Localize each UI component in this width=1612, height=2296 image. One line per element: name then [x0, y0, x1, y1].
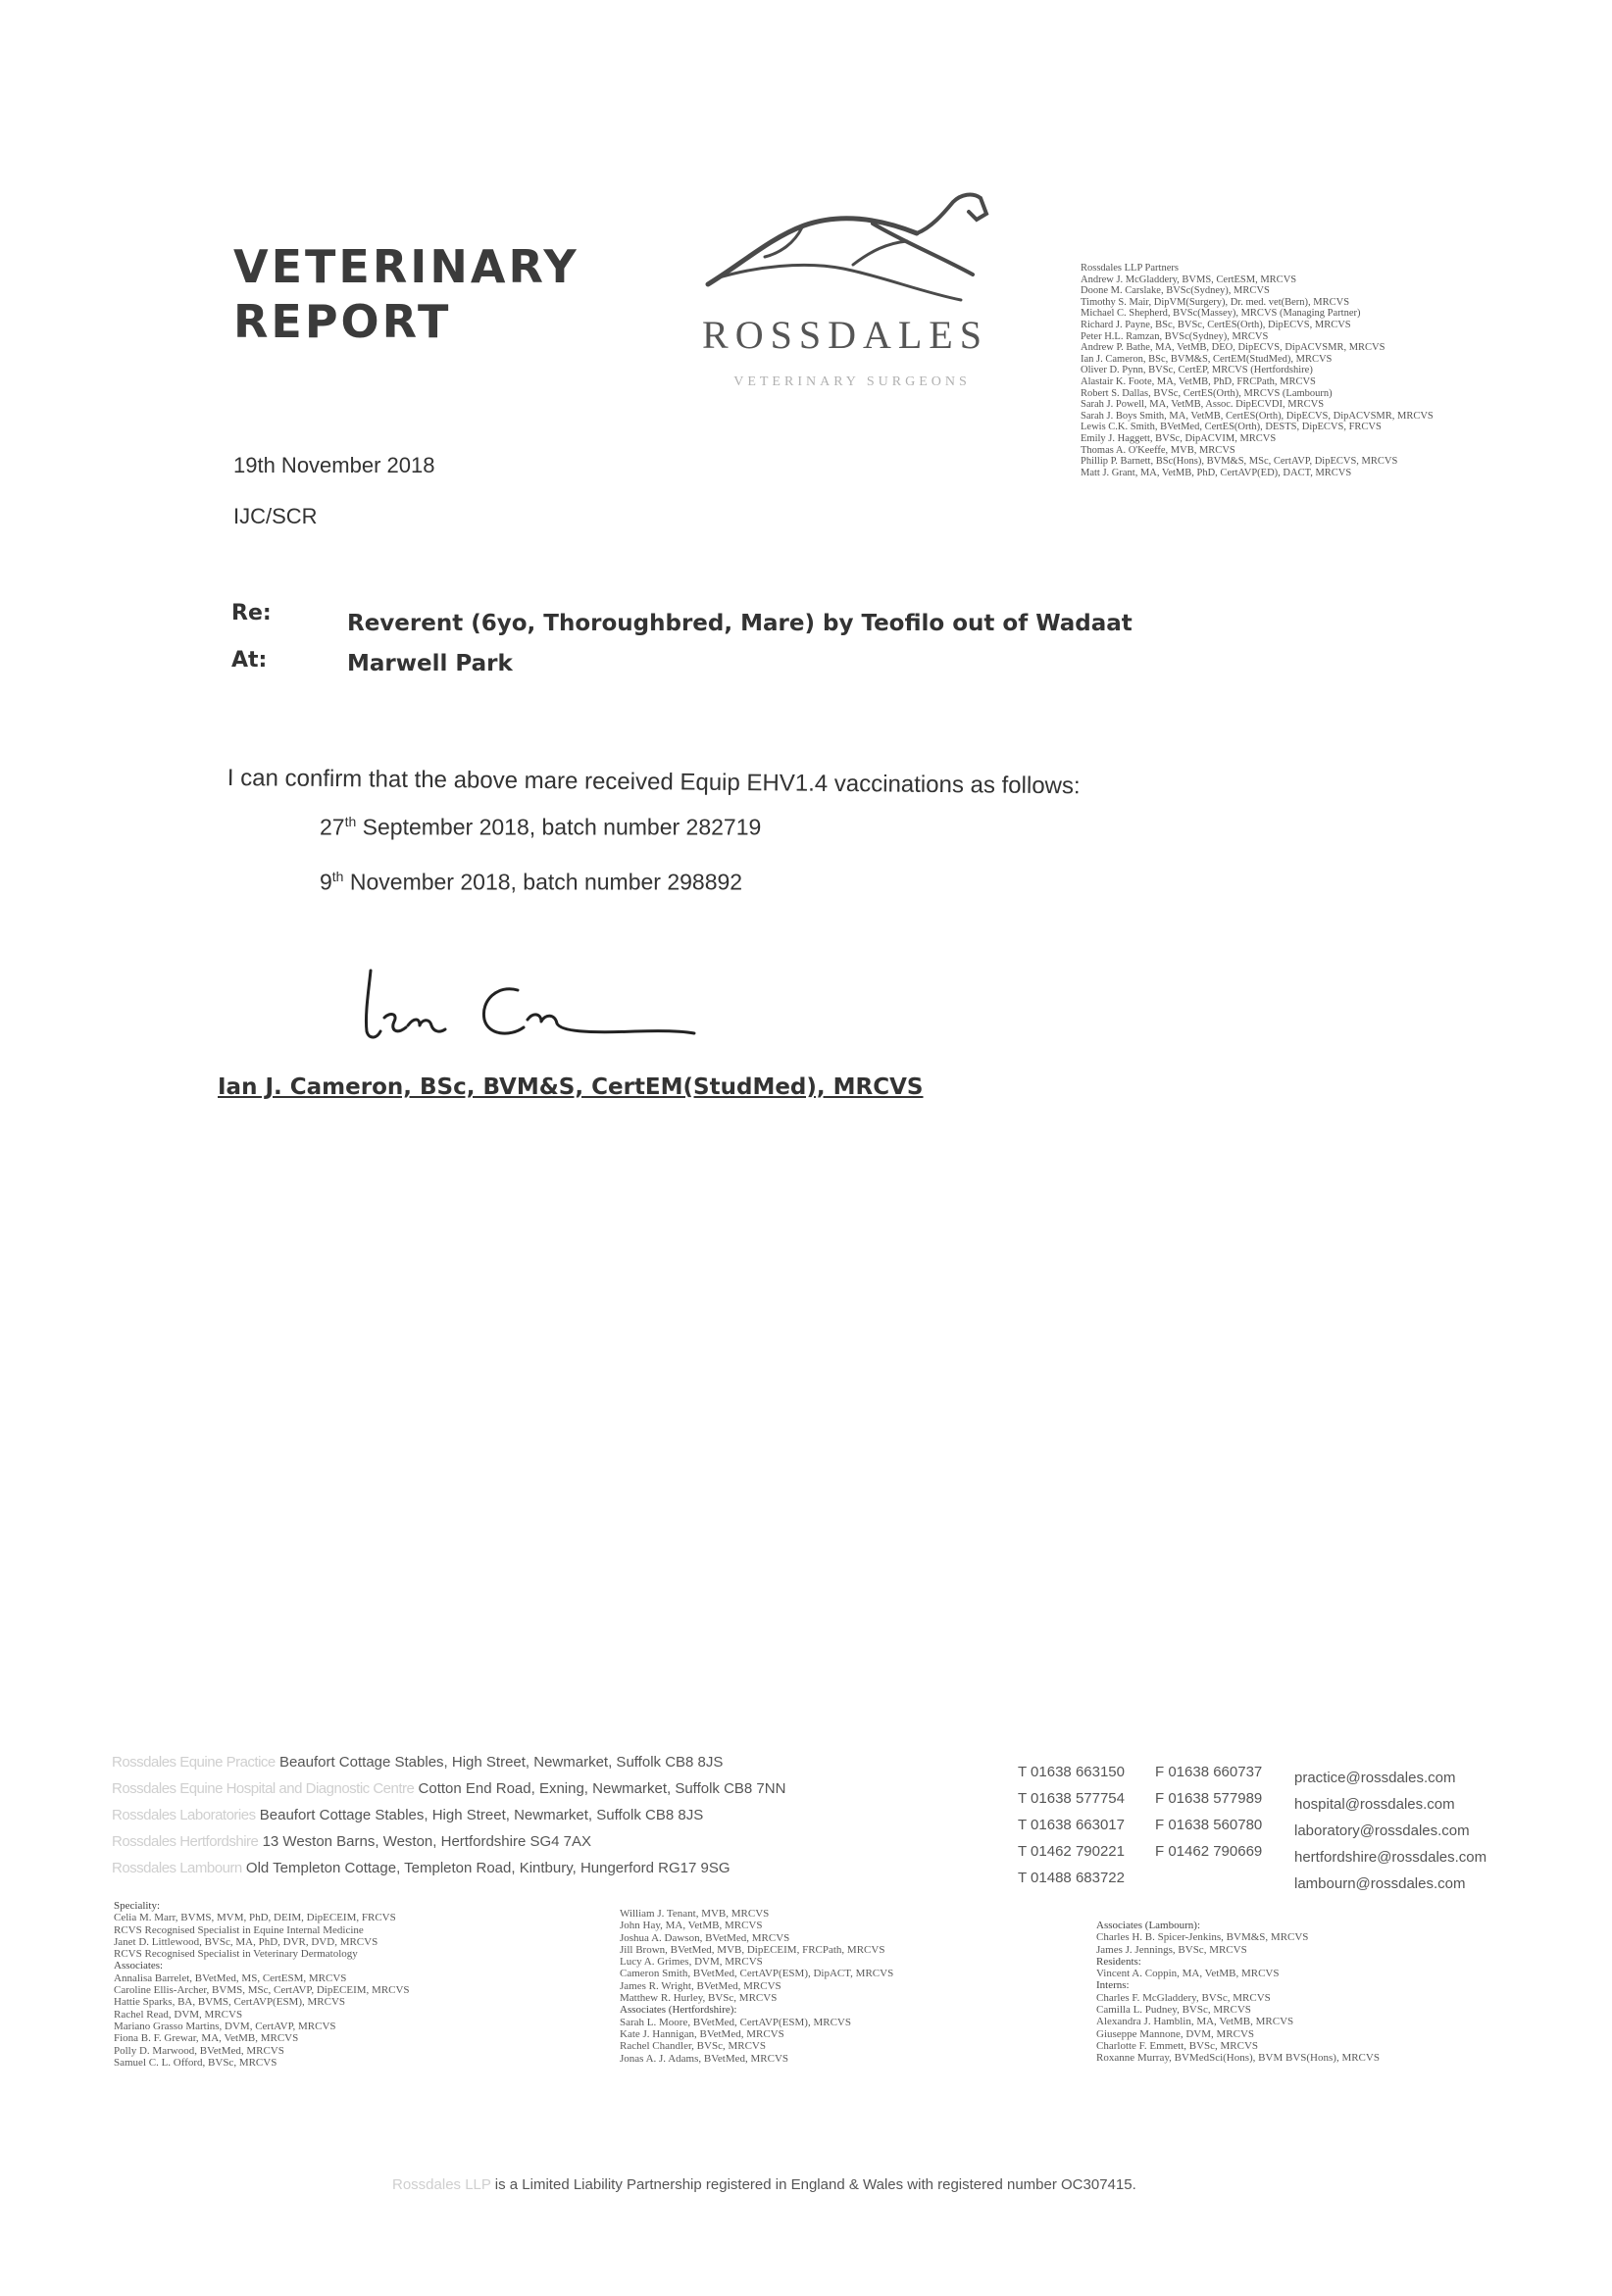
address-site: Rossdales Laboratories [112, 1807, 256, 1823]
footer-company: Rossdales LLP [392, 2176, 491, 2193]
vaccination-line [320, 869, 742, 896]
body-intro: I can confirm that the above mare received Equip EHV1.4 vaccinations as follows: [227, 765, 1081, 800]
re-subject: Reverent (6yo, Thoroughbred, Mare) by Teofilo out of Wadaat [347, 611, 1133, 636]
partner-entry: Alastair K. Foote, MA, VetMB, PhD, FRCPath, MRCVS [1081, 375, 1316, 387]
phone-number: T 01638 663017 [1018, 1817, 1125, 1833]
horse-logo-icon [686, 184, 1000, 395]
phone-number: T 01638 663150 [1018, 1764, 1125, 1780]
phone-numbers [1018, 1759, 1125, 1891]
partner-entry: Richard J. Payne, BSc, BVSc, CertES(Orth), DipECVS, MRCVS [1081, 319, 1351, 330]
staff-heading: Associates (Hertfordshire): [620, 2004, 737, 2017]
staff-entry: Polly D. Marwood, BVetMed, MRCVS [114, 2044, 284, 2057]
logo-wordmark: ROSSDALES [702, 313, 988, 357]
address-text: Beaufort Cottage Stables, High Street, Newmarket, Suffolk CB8 8JS [259, 1807, 704, 1823]
footer-text: is a Limited Liability Partnership registered in England & Wales with registered number OC307415. [494, 2176, 1136, 2193]
title-line-1: VETERINARY [233, 240, 579, 293]
staff-heading: Speciality: [114, 1900, 161, 1912]
address-text: Cotton End Road, Exning, Newmarket, Suffolk CB8 7NN [418, 1780, 786, 1797]
letter-date: 19th November 2018 [233, 453, 435, 477]
address-line [112, 1828, 785, 1855]
at-location: Marwell Park [347, 651, 513, 676]
address-site: Rossdales Lambourn [112, 1860, 242, 1876]
staff-heading: Residents: [1096, 1955, 1141, 1968]
staff-entry: Samuel C. L. Offord, BVSc, MRCVS [114, 2056, 277, 2069]
address-site: Rossdales Hertfordshire [112, 1833, 259, 1850]
staff-column-specialists [114, 1900, 410, 2069]
vaccination-detail: November 2018, batch number 298892 [343, 869, 743, 895]
staff-column-associates [620, 1908, 893, 2065]
partner-entry: Phillip P. Barnett, BSc(Hons), BVM&S, MSc, CertAVP, DipECVS, MRCVS [1081, 456, 1398, 468]
staff-entry: James R. Wright, BVetMed, MRCVS [620, 1979, 781, 1992]
re-label: Re: [231, 601, 272, 625]
footer-legal-note [392, 2176, 1136, 2193]
at-label: At: [231, 648, 268, 673]
partner-entry: Michael C. Shepherd, BVSc(Massey), MRCVS (Managing Partner) [1081, 308, 1361, 320]
vaccination-line [320, 814, 761, 841]
vaccination-ordinal: th [331, 869, 344, 884]
partner-entry: Thomas A. O'Keeffe, MVB, MRCVS [1081, 444, 1235, 456]
staff-entry: John Hay, MA, VetMB, MRCVS [620, 1920, 763, 1932]
staff-entry: Sarah L. Moore, BVetMed, CertAVP(ESM), MRCVS [620, 2016, 851, 2028]
address-line [112, 1802, 785, 1828]
vaccination-detail: September 2018, batch number 282719 [356, 814, 762, 840]
address-text: Beaufort Cottage Stables, High Street, Newmarket, Suffolk CB8 8JS [278, 1754, 724, 1771]
staff-entry: Rachel Read, DVM, MRCVS [114, 2008, 243, 2021]
staff-entry: Camilla L. Pudney, BVSc, MRCVS [1096, 2004, 1251, 2017]
phone-number: T 01462 790221 [1018, 1843, 1125, 1860]
partner-entry: Sarah J. Boys Smith, MA, VetMB, CertES(Orth), DipECVS, DipACVSMR, MRCVS [1081, 410, 1434, 422]
page-title [233, 239, 579, 349]
staff-entry: Matthew R. Hurley, BVSc, MRCVS [620, 1992, 778, 2005]
partner-entry: Lewis C.K. Smith, BVetMed, CertES(Orth), DESTS, DipECVS, FRCVS [1081, 422, 1382, 433]
logo-subtitle: VETERINARY SURGEONS [733, 374, 971, 389]
practice-addresses [112, 1749, 785, 1881]
partner-entry: Sarah J. Powell, MA, VetMB, Assoc. DipECVDI, MRCVS [1081, 399, 1325, 411]
partner-entry: Andrew P. Bathe, MA, VetMB, DEO, DipECVS, DipACVSMR, MRCVS [1081, 342, 1385, 354]
fax-number: F 01638 560780 [1155, 1817, 1263, 1833]
email-address: practice@rossdales.com [1294, 1770, 1456, 1786]
address-text: Old Templeton Cottage, Templeton Road, Kintbury, Hungerford RG17 9SG [245, 1860, 730, 1876]
title-line-2: REPORT [233, 295, 452, 348]
partner-entry: Peter H.L. Ramzan, BVSc(Sydney), MRCVS [1081, 330, 1269, 342]
staff-entry: Mariano Grasso Martins, DVM, CertAVP, MRCVS [114, 2020, 336, 2032]
partner-entry: Doone M. Carslake, BVSc(Sydney), MRCVS [1081, 285, 1270, 297]
staff-entry: RCVS Recognised Specialist in Equine Internal Medicine [114, 1923, 364, 1936]
fax-number: F 01638 577989 [1155, 1790, 1263, 1807]
partner-entry: Robert S. Dallas, BVSc, CertES(Orth), MRCVS (Lambourn) [1081, 387, 1333, 399]
vaccination-day: 9 [320, 869, 332, 895]
staff-entry: RCVS Recognised Specialist in Veterinary Dermatology [114, 1948, 358, 1961]
staff-entry: Celia M. Marr, BVMS, MVM, PhD, DEIM, DipECEIM, FRCVS [114, 1912, 396, 1924]
vaccination-ordinal: th [344, 814, 357, 829]
staff-entry: Annalisa Barrelet, BVetMed, MS, CertESM, MRCVS [114, 1972, 347, 1984]
fax-number: F 01462 790669 [1155, 1843, 1263, 1860]
staff-entry: Vincent A. Coppin, MA, VetMB, MRCVS [1096, 1968, 1280, 1980]
staff-heading: Associates: [114, 1960, 164, 1972]
staff-entry: Charles H. B. Spicer-Jenkins, BVM&S, MRCVS [1096, 1931, 1309, 1944]
email-address: lambourn@rossdales.com [1294, 1875, 1466, 1892]
partner-entry: Ian J. Cameron, BSc, BVM&S, CertEM(StudMed), MRCVS [1081, 353, 1333, 365]
email-address: hospital@rossdales.com [1294, 1796, 1455, 1813]
staff-entry: Alexandra J. Hamblin, MA, VetMB, MRCVS [1096, 2016, 1294, 2028]
staff-column-lambourn-interns [1096, 1920, 1380, 2065]
staff-entry: Caroline Ellis-Archer, BVMS, MSc, CertAVP, DipECEIM, MRCVS [114, 1984, 410, 1997]
fax-number: F 01638 660737 [1155, 1764, 1263, 1780]
staff-entry: Giuseppe Mannone, DVM, MRCVS [1096, 2027, 1255, 2040]
partner-entry: Emily J. Haggett, BVSc, DipACVIM, MRCVS [1081, 432, 1277, 444]
staff-entry: Joshua A. Dawson, BVetMed, MRCVS [620, 1931, 790, 1944]
address-site: Rossdales Equine Practice [112, 1754, 276, 1771]
staff-heading: Interns: [1096, 1979, 1130, 1992]
address-line [112, 1749, 785, 1775]
partner-entry: Andrew J. McGladdery, BVMS, CertESM, MRCVS [1081, 274, 1297, 285]
staff-entry: Janet D. Littlewood, BVSc, MA, PhD, DVR, DVD, MRCVS [114, 1935, 378, 1948]
phone-number: T 01638 577754 [1018, 1790, 1125, 1807]
fax-numbers [1155, 1759, 1262, 1865]
partner-entry: Oliver D. Pynn, BVSc, CertEP, MRCVS (Hertfordshire) [1081, 365, 1313, 376]
partner-entry: Timothy S. Mair, DipVM(Surgery), Dr. med. vet(Bern), MRCVS [1081, 296, 1350, 308]
email-addresses [1294, 1765, 1486, 1897]
staff-entry: Jonas A. J. Adams, BVetMed, MRCVS [620, 2052, 789, 2065]
staff-entry: James J. Jennings, BVSc, MRCVS [1096, 1943, 1247, 1956]
staff-entry: Cameron Smith, BVetMed, CertAVP(ESM), DipACT, MRCVS [620, 1968, 894, 1980]
staff-entry: Jill Brown, BVetMed, MVB, DipECEIM, FRCPath, MRCVS [620, 1943, 885, 1956]
staff-entry: Fiona B. F. Grewar, MA, VetMB, MRCVS [114, 2032, 299, 2045]
staff-entry: Charlotte F. Emmett, BVSc, MRCVS [1096, 2039, 1259, 2052]
vaccination-day: 27 [320, 814, 345, 840]
staff-entry: Hattie Sparks, BA, BVMS, CertAVP(ESM), MRCVS [114, 1996, 346, 2009]
staff-heading: Associates (Lambourn): [1096, 1920, 1200, 1931]
signatory-name: Ian J. Cameron, BSc, BVM&S, CertEM(StudMed), MRCVS [218, 1074, 924, 1100]
email-address: laboratory@rossdales.com [1294, 1822, 1470, 1839]
staff-entry: Charles F. McGladdery, BVSc, MRCVS [1096, 1991, 1271, 2004]
address-line [112, 1855, 785, 1881]
email-address: hertfordshire@rossdales.com [1294, 1849, 1487, 1866]
handwritten-signature [351, 961, 704, 1049]
partner-entry: Matt J. Grant, MA, VetMB, PhD, CertAVP(ED), DACT, MRCVS [1081, 467, 1352, 478]
partner-entry: Rossdales LLP Partners [1081, 263, 1179, 274]
address-text: 13 Weston Barns, Weston, Hertfordshire SG4 7AX [262, 1833, 592, 1850]
phone-number: T 01488 683722 [1018, 1870, 1125, 1886]
staff-entry: William J. Tenant, MVB, MRCVS [620, 1908, 770, 1920]
staff-entry: Kate J. Hannigan, BVetMed, MRCVS [620, 2027, 784, 2040]
partners-list [1081, 263, 1590, 478]
staff-entry: Roxanne Murray, BVMedSci(Hons), BVM BVS(Hons), MRCVS [1096, 2052, 1380, 2065]
letter-reference: IJC/SCR [233, 504, 318, 528]
staff-entry: Rachel Chandler, BVSc, MRCVS [620, 2040, 766, 2053]
address-site: Rossdales Equine Hospital and Diagnostic Centre [112, 1780, 415, 1797]
staff-entry: Lucy A. Grimes, DVM, MRCVS [620, 1956, 763, 1969]
address-line [112, 1775, 785, 1802]
